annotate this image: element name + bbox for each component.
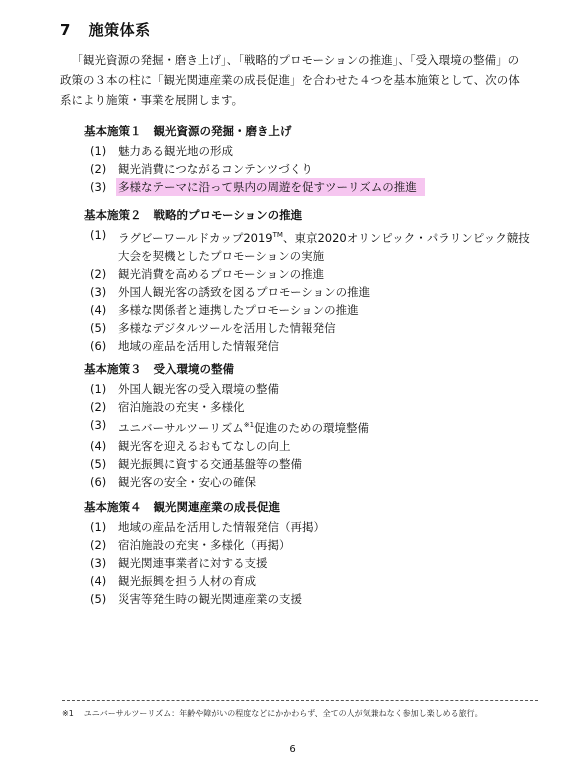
item-number: (6) [90, 338, 107, 353]
item-text: 魅力ある観光地の形成 [118, 144, 233, 158]
list-item [90, 301, 534, 319]
footnote-mark: ※1 [62, 709, 74, 718]
item-number: (5) [90, 320, 107, 335]
item-highlight [116, 178, 425, 196]
list-item [90, 160, 534, 178]
item-text: 多様な関係者と連携したプロモーションの推進 [118, 302, 359, 317]
list-item [90, 337, 534, 355]
list-item [90, 398, 534, 416]
policy-section-3 [84, 360, 534, 491]
item-number: (2) [90, 266, 107, 281]
item-text: 観光客を迎えるおもてなしの向上 [118, 438, 291, 453]
item-number: (4) [90, 302, 107, 317]
policy-heading [84, 360, 534, 378]
intro-text: 「観光資源の発掘・磨き上げ」、「戦略的プロモーションの推進」、「受入環境の整備」の政策の３本の柱に「観光関連産業の成長促進」を合わせた４つを基本施策として、次の体系により施策・事業を展開します。 [60, 53, 520, 107]
policy-name: 戦略的プロモーションの推進 [153, 208, 303, 222]
list-item [90, 473, 534, 491]
item-text-part: ユニバーサルツーリズム [118, 420, 244, 435]
policy-label: 基本施策４ [84, 500, 142, 514]
item-text-part: 促進のための環境整備 [254, 420, 370, 435]
item-number: (1) [90, 520, 107, 534]
footnote-text: ユニバーサルツーリズム：年齢や障がいの程度などにかかわらず、全ての人が気兼ねなく参加し楽しめる旅行。 [83, 709, 483, 718]
list-item [90, 142, 534, 160]
list-item [90, 265, 534, 283]
list-item [90, 226, 534, 265]
list-item [90, 455, 534, 473]
policy-section-1 [84, 122, 534, 196]
item-text: 地域の産品を活用した情報発信（再掲） [118, 520, 325, 534]
list-item [90, 283, 534, 301]
page-number: 6 [289, 744, 296, 755]
trademark-mark: TM [272, 231, 283, 239]
item-text: 観光消費につながるコンテンツづくり [118, 162, 313, 176]
item-text: 観光客の安全・安心の確保 [118, 474, 256, 489]
item-number: (3) [90, 556, 107, 570]
item-text: 宿泊施設の充実・多様化 [118, 400, 245, 414]
section-title [60, 19, 151, 40]
item-text-part: ラグビーワールドカップ2019 [118, 230, 273, 245]
item-text: 災害等発生時の観光関連産業の支援 [118, 592, 302, 606]
policy-name: 観光関連産業の成長促進 [153, 500, 280, 514]
list-item [90, 416, 534, 437]
item-text: 観光振興を担う人材の育成 [118, 574, 256, 588]
list-item [90, 437, 534, 455]
policy-label: 基本施策３ [84, 362, 142, 376]
policy-section-2 [84, 206, 534, 355]
item-number: (3) [90, 180, 107, 194]
item-number: (5) [90, 456, 107, 471]
item-text: 観光消費を高めるプロモーションの推進 [118, 266, 325, 281]
policy-name: 観光資源の発掘・磨き上げ [153, 124, 292, 138]
policy-heading [84, 498, 534, 516]
footnote-divider [62, 700, 538, 701]
item-number: (2) [90, 400, 107, 414]
item-text: 多様なデジタルツールを活用した情報発信 [118, 320, 336, 335]
list-item [90, 319, 534, 337]
item-text: 多様なテーマに沿って県内の周遊を促すツーリズムの推進 [118, 180, 417, 194]
item-text: 地域の産品を活用した情報発信 [118, 338, 279, 353]
item-number: (3) [90, 284, 107, 299]
highlighted-list-item [90, 178, 534, 196]
footnote [62, 708, 483, 719]
footnote-ref: ※1 [243, 421, 255, 429]
section-title-text: 施策体系 [88, 21, 151, 39]
item-number: (4) [90, 574, 107, 588]
list-item [90, 518, 534, 536]
policy-section-4 [84, 498, 534, 608]
item-number: (3) [90, 418, 107, 432]
list-item [90, 554, 534, 572]
item-text [118, 421, 369, 435]
item-text: 観光振興に資する交通基盤等の整備 [118, 456, 302, 471]
item-text: 宿泊施設の充実・多様化（再掲） [118, 538, 291, 552]
item-number: (5) [90, 592, 107, 606]
item-text-part: 、東京2020オリンピック・パラリンピック競技大会を契機としたプロモーションの実施 [118, 230, 530, 263]
list-item [90, 572, 534, 590]
section-number: 7 [60, 21, 71, 39]
item-number: (1) [90, 228, 107, 242]
item-text [118, 231, 530, 263]
item-number: (4) [90, 438, 107, 453]
policy-label: 基本施策２ [84, 208, 142, 222]
item-text: 観光関連事業者に対する支援 [118, 556, 268, 570]
policy-name: 受入環境の整備 [153, 362, 234, 376]
policy-heading [84, 122, 534, 140]
list-item [90, 536, 534, 554]
list-item [90, 380, 534, 398]
item-text: 外国人観光客の受入環境の整備 [118, 382, 279, 396]
intro-paragraph [60, 50, 530, 110]
list-item [90, 590, 534, 608]
policy-label: 基本施策１ [84, 124, 142, 138]
item-number: (2) [90, 162, 107, 176]
policy-heading [84, 206, 534, 224]
item-number: (1) [90, 144, 107, 158]
item-number: (2) [90, 538, 107, 552]
item-number: (1) [90, 382, 107, 396]
item-text: 外国人観光客の誘致を図るプロモーションの推進 [118, 284, 371, 299]
item-number: (6) [90, 474, 107, 489]
